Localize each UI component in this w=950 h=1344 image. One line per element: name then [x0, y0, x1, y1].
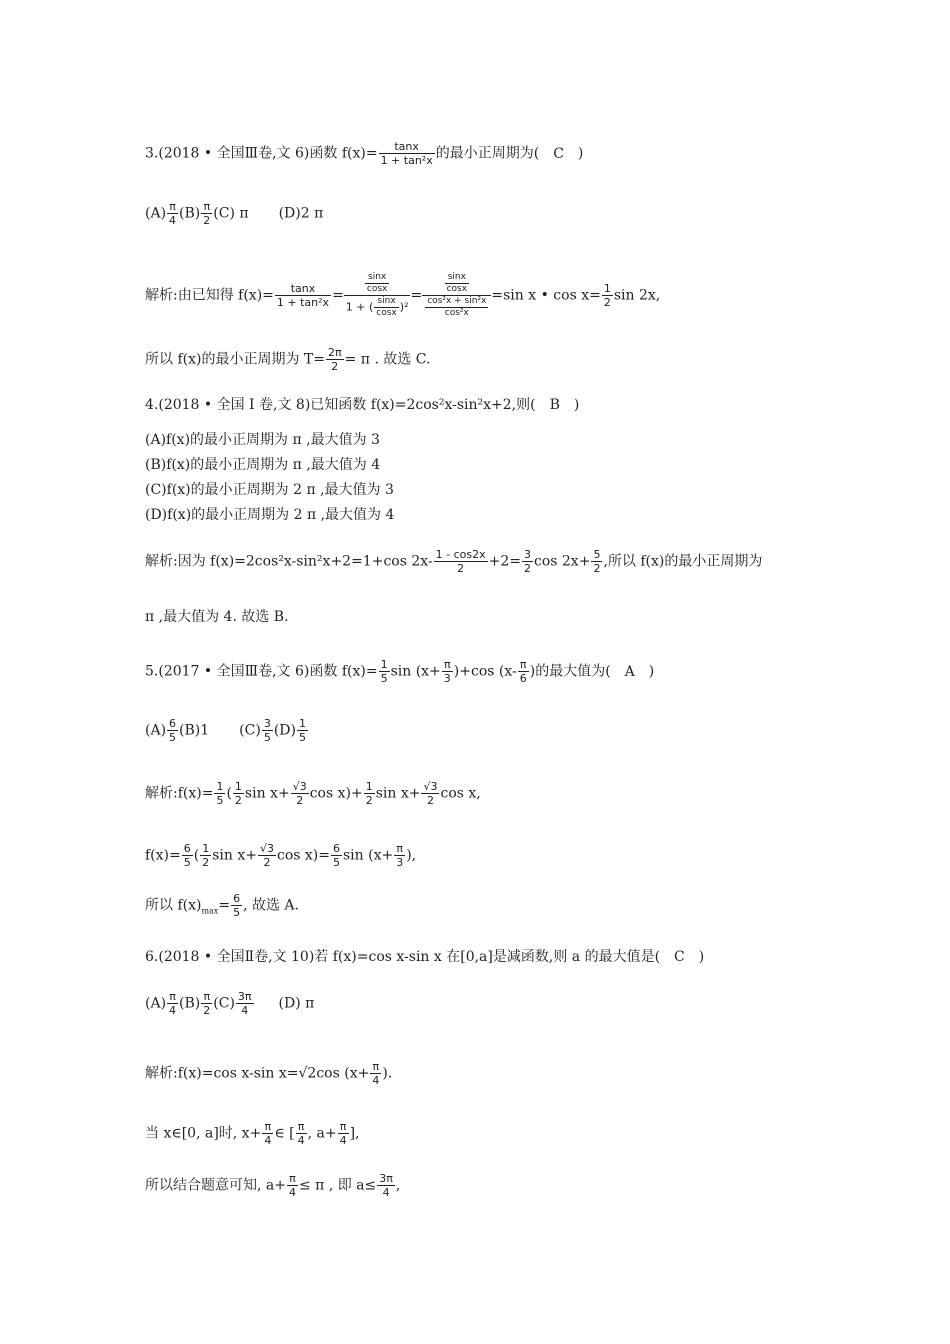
q5-sol1-frac3-num: √3	[292, 780, 307, 793]
q4-solution-post: ,所以 f(x)的最小正周期为	[603, 553, 763, 570]
q6-sol3-frac2-den: 4	[382, 1186, 390, 1199]
q3-conclusion-pre: 所以 f(x)的最小正周期为 T=	[145, 351, 325, 368]
q4-option-a: (A)f(x)的最小正周期为 π ,最大值为 3	[145, 432, 380, 448]
q3-stem	[145, 140, 583, 167]
q6-option-b-label: (B)	[179, 995, 201, 1012]
q5-sol2-frac2-den: 2	[202, 856, 210, 869]
q6-option-a-frac	[167, 990, 178, 1017]
q6-stem	[145, 947, 704, 967]
q5-sol2-c: cos x)=	[276, 847, 330, 864]
q5-sol2-frac3-num: √3	[259, 842, 274, 855]
q6-option-c-num: 3π	[237, 990, 252, 1003]
q5-solution-1	[145, 780, 481, 807]
q5-sol2-frac1-num: 6	[183, 842, 191, 855]
q5-stem-frac1-den: 5	[380, 672, 388, 685]
q6-sol3-frac2	[377, 1172, 395, 1199]
q5-sol1-frac1-den: 5	[216, 794, 224, 807]
q6-sol2-mid2: , a+	[307, 1125, 337, 1142]
q5-sol2-frac2-num: 1	[202, 842, 210, 855]
q6-sol1-post: ).	[382, 1065, 393, 1082]
q3-sol-frac3-bot-den: cos²x	[444, 308, 469, 318]
q5-option-b: (B)1	[179, 722, 210, 739]
q6-sol2-frac1	[262, 1120, 273, 1147]
q5-option-c-num: 3	[263, 717, 271, 730]
q5-sol2-frac4-den: 5	[332, 856, 340, 869]
q5-sol1-b: sin x+	[244, 785, 290, 802]
q5-stem-frac3	[518, 658, 529, 685]
q5-sol1-frac5	[421, 780, 439, 807]
q6-sol2-frac3-num: π	[338, 1120, 349, 1134]
q6-sol1-den: 4	[372, 1074, 380, 1087]
q3-sol-frac1	[275, 282, 331, 309]
q6-option-a-num: π	[167, 990, 178, 1004]
q3-solution-pre: 解析:由已知得 f(x)=	[145, 287, 274, 304]
q5-sol3-frac	[231, 892, 242, 919]
q5-solution-3	[145, 892, 299, 921]
q5-option-d-label: (D)	[273, 722, 296, 739]
q3-sol-half-den: 2	[603, 296, 611, 309]
q4-solution-line2: π ,最大值为 4. 故选 B.	[145, 609, 289, 625]
q3-conclusion-den: 2	[331, 360, 339, 373]
q4-sol-frac2-num: 3	[524, 548, 531, 561]
q6-sol1-pre: 解析:f(x)=cos x-sin x=	[145, 1065, 299, 1082]
q3-conclusion-num: 2π	[327, 346, 342, 359]
q6-options	[145, 990, 314, 1017]
q3-option-b-label: (B)	[179, 205, 201, 222]
q5-sol3-num: 6	[233, 892, 241, 905]
q6-sol2-frac3-den: 4	[339, 1134, 347, 1147]
q4-sol-frac3-den: 2	[593, 562, 601, 575]
q3-stem-end: )	[577, 145, 584, 162]
q6-answer: C	[674, 949, 685, 965]
q3-option-a-label: (A)	[145, 205, 167, 222]
q4-sol-frac2-den: 2	[524, 562, 531, 575]
q4-option-b: (B)f(x)的最小正周期为 π ,最大值为 4	[145, 457, 381, 473]
q4-solution-mid1: +2=	[488, 553, 521, 570]
q6-sol1-frac	[370, 1060, 381, 1087]
q5-sol1-frac5-den: 2	[426, 794, 434, 807]
q5-sol2-frac4	[331, 842, 342, 869]
q3-solution-mid: =sin x • cos x=	[491, 287, 601, 304]
q6-sol2-mid: ∈ [	[274, 1125, 295, 1142]
q5-stem-mid2: )+cos (x-	[453, 663, 517, 680]
q6-option-a-label: (A)	[145, 995, 167, 1012]
q4-sol-frac3-num: 5	[593, 548, 601, 561]
q3-sol-frac2-bot-pre: 1 + (	[345, 300, 374, 314]
q5-options	[145, 717, 309, 744]
q5-sol2-frac4-num: 6	[332, 842, 340, 855]
q5-sol1-frac1	[214, 780, 225, 807]
q4-sol-frac2	[522, 548, 533, 575]
q3-sol-frac3-bot-num: cos²x + sin²x	[427, 296, 487, 306]
q6-sol1-mid: cos (x+	[316, 1065, 370, 1082]
q5-option-c-frac	[262, 717, 273, 744]
q5-stem-frac2-den: 3	[443, 672, 451, 685]
q5-stem-post: )的最大值为(	[529, 663, 611, 680]
q5-option-d-num: 1	[298, 717, 306, 730]
q4-option-c: (C)f(x)的最小正周期为 2 π ,最大值为 3	[145, 482, 394, 498]
q5-sol3-sub: max	[201, 906, 219, 916]
q3-stem-text: 3.(2018 • 全国Ⅲ卷,文 6)函数 f(x)=	[145, 145, 378, 162]
q5-sol1-frac2-num: 1	[234, 780, 242, 793]
q6-solution-3	[145, 1172, 400, 1199]
q5-sol2-frac5-num: π	[394, 842, 405, 856]
q3-sol-frac2-bot-post: )²	[399, 300, 409, 314]
q5-sol3-pre: 所以 f(x)	[145, 897, 202, 914]
q6-sol3-frac1-num: π	[287, 1172, 298, 1186]
q6-sol3-mid: ≤ π , 即 a≤	[298, 1177, 377, 1194]
q5-option-a-num: 6	[169, 717, 177, 730]
q4-answer: B	[549, 397, 560, 413]
q3-sol-frac2-bot-den: cosx	[376, 308, 397, 318]
q6-option-b-frac	[201, 990, 212, 1017]
q3-stem-post: 的最小正周期为(	[435, 145, 540, 162]
q3-sol-frac2-bot-num: sinx	[374, 296, 398, 308]
q5-option-d-den: 5	[298, 731, 306, 744]
q6-sol1-num: π	[370, 1060, 381, 1074]
q3-sol-frac2-top-num: sinx	[365, 272, 389, 284]
q5-sol2-pre: f(x)=	[145, 847, 181, 864]
q6-solution-1	[145, 1060, 392, 1087]
q5-sol1-frac4-num: 1	[365, 780, 373, 793]
q5-sol2-frac1-den: 5	[183, 856, 191, 869]
q3-sol-frac2-top-den: cosx	[366, 284, 388, 294]
q6-sol2-frac2	[296, 1120, 307, 1147]
q5-stem-text: 5.(2017 • 全国Ⅲ卷,文 6)函数 f(x)=	[145, 663, 378, 680]
q5-stem-frac2-num: π	[442, 658, 453, 672]
q4-solution-pre: 解析:因为 f(x)=2cos²x-sin²x+2=1+cos 2x-	[145, 553, 433, 570]
q3-option-c: (C) π	[213, 205, 249, 222]
q5-sol1-frac5-num: √3	[423, 780, 438, 793]
q5-option-a-label: (A)	[145, 722, 167, 739]
q3-options	[145, 200, 323, 227]
q3-sol-frac3	[422, 272, 491, 319]
q5-sol1-frac3	[291, 780, 309, 807]
q4-sol-frac1-num: 1 - cos2x	[435, 548, 486, 561]
q4-stem-text: 4.(2018 • 全国 Ⅰ 卷,文 8)已知函数 f(x)=2cos²x-sin²x+2,则(	[145, 397, 536, 413]
q6-sol2-frac3	[338, 1120, 349, 1147]
q4-solution	[145, 548, 762, 575]
q6-stem-end: )	[698, 949, 705, 965]
q5-sol2-d: sin (x+	[342, 847, 394, 864]
q4-stem	[145, 395, 579, 415]
q3-option-a-frac	[167, 200, 178, 227]
q3-conclusion	[145, 346, 430, 373]
q5-sol1-frac4	[364, 780, 375, 807]
q3-option-d: (D)2 π	[278, 205, 324, 222]
q3-sol-frac1-num: tanx	[275, 282, 331, 296]
q6-sol2-frac1-num: π	[262, 1120, 273, 1134]
q6-option-c-label: (C)	[213, 995, 235, 1012]
q5-stem-end: )	[648, 663, 655, 680]
q3-option-b-num: π	[201, 200, 212, 214]
q6-sol3-frac1-den: 4	[288, 1186, 296, 1199]
q5-solution-2	[145, 842, 416, 869]
q5-stem-frac3-den: 6	[519, 672, 527, 685]
q3-sol-half	[602, 282, 613, 309]
q5-stem-mid1: sin (x+	[390, 663, 441, 680]
q5-answer: A	[624, 663, 635, 680]
q6-option-c-den: 4	[241, 1004, 249, 1017]
q5-sol2-frac3-den: 2	[263, 856, 271, 869]
q3-sol-half-num: 1	[603, 282, 611, 295]
q4-sol-frac1	[434, 548, 488, 575]
q5-sol2-a: (	[193, 847, 200, 864]
q5-sol1-frac2	[233, 780, 244, 807]
q3-sol-frac3-top-den: cosx	[446, 284, 468, 294]
q3-answer: C	[553, 145, 564, 162]
q5-option-c-den: 5	[263, 731, 271, 744]
q5-sol2-frac3	[258, 842, 276, 869]
q5-option-a-frac	[167, 717, 178, 744]
q6-sol3-frac1	[287, 1172, 298, 1199]
q5-sol3-eq: =	[218, 897, 231, 914]
q6-sol3-pre: 所以结合题意可知, a+	[145, 1177, 286, 1194]
q6-option-a-den: 4	[169, 1004, 177, 1017]
q6-sol2-frac2-num: π	[296, 1120, 307, 1134]
q6-option-c-frac	[236, 990, 254, 1017]
q6-sol3-frac2-num: 3π	[379, 1172, 393, 1185]
q4-sol-frac3	[591, 548, 602, 575]
q5-option-c-label: (C)	[239, 722, 261, 739]
q6-sol2-post: ],	[349, 1125, 360, 1142]
q6-sol3-post: ,	[395, 1177, 401, 1194]
q3-sol-frac1-den: 1 + tan²x	[276, 296, 330, 309]
q6-option-b-den: 2	[203, 1004, 211, 1017]
q5-sol1-a: (	[226, 785, 232, 802]
q5-stem-frac3-num: π	[518, 658, 529, 672]
q3-option-a-den: 4	[169, 214, 177, 227]
q5-sol3-den: 5	[233, 906, 241, 919]
q6-stem-text: 6.(2018 • 全国Ⅱ卷,文 10)若 f(x)=cos x-sin x 在[0,a]是减函数,则 a 的最大值是(	[145, 949, 661, 965]
q5-sol2-e: ),	[406, 847, 417, 864]
q3-sol-frac2	[344, 272, 411, 319]
q4-solution-mid2: cos 2x+	[534, 553, 591, 570]
q6-sol1-sqrt: √2	[298, 1065, 317, 1082]
q5-stem-frac2	[442, 658, 453, 685]
q5-sol2-b: sin x+	[212, 847, 257, 864]
q3-option-a-num: π	[167, 200, 178, 214]
q6-sol2-frac1-den: 4	[264, 1134, 272, 1147]
q3-fraction	[379, 140, 435, 167]
q5-sol2-frac5-den: 3	[396, 856, 404, 869]
q3-frac-num: tanx	[379, 140, 435, 154]
q5-sol2-frac5	[394, 842, 405, 869]
q5-sol1-e: cos x,	[440, 785, 481, 802]
q6-option-b-num: π	[201, 990, 212, 1004]
q4-option-d: (D)f(x)的最小正周期为 2 π ,最大值为 4	[145, 507, 395, 523]
q5-stem	[145, 658, 654, 685]
q5-sol2-frac2	[200, 842, 211, 869]
q5-sol2-frac1	[182, 842, 193, 869]
q3-sol-frac3-top-num: sinx	[445, 272, 469, 284]
q5-stem-frac1-num: 1	[380, 658, 388, 671]
q4-sol-frac1-den: 2	[457, 562, 465, 575]
q5-sol1-frac1-num: 1	[216, 780, 224, 793]
q6-sol2-frac2-den: 4	[297, 1134, 305, 1147]
q5-sol1-frac4-den: 2	[365, 794, 373, 807]
q5-sol3-post: , 故选 A.	[243, 897, 299, 914]
q3-option-b-den: 2	[203, 214, 211, 227]
q3-frac-den: 1 + tan²x	[380, 154, 433, 167]
q3-conclusion-post: = π . 故选 C.	[344, 351, 431, 368]
q4-stem-end: )	[573, 397, 580, 413]
q6-sol2-pre: 当 x∈[0, a]时, x+	[145, 1125, 262, 1142]
q5-sol1-frac2-den: 2	[234, 794, 242, 807]
q5-sol1-pre: 解析:f(x)=	[145, 785, 214, 802]
q5-option-d-frac	[297, 717, 308, 744]
q3-option-b-frac	[201, 200, 212, 227]
q3-solution: 解析:由已知得 f(x)= $\frac{\tan x}{\text{1 + tan²x}}$ = $\frac{\sin x}{\cos x}$ 1 + ( $\frac{\sin x}{\cos x}$ )² = $\frac{\frac{\sin x}{\cos x}}{\frac{\text{cos²x + sin²x}}{\text{cos²x}}}$ =sin x • cos x= $\frac{1}{2}$ sin 2x,	[145, 272, 661, 318]
q5-sol1-d: sin x+	[375, 785, 421, 802]
q3-solution-end: sin 2x,	[613, 287, 661, 304]
q3-conclusion-frac	[326, 346, 344, 373]
q5-sol1-c: cos x)+	[309, 785, 363, 802]
q5-sol1-frac3-den: 2	[296, 794, 304, 807]
q6-option-d: (D) π	[278, 995, 315, 1012]
q5-stem-frac1	[379, 658, 390, 685]
q6-solution-2	[145, 1120, 360, 1147]
q5-option-a-den: 5	[169, 731, 177, 744]
